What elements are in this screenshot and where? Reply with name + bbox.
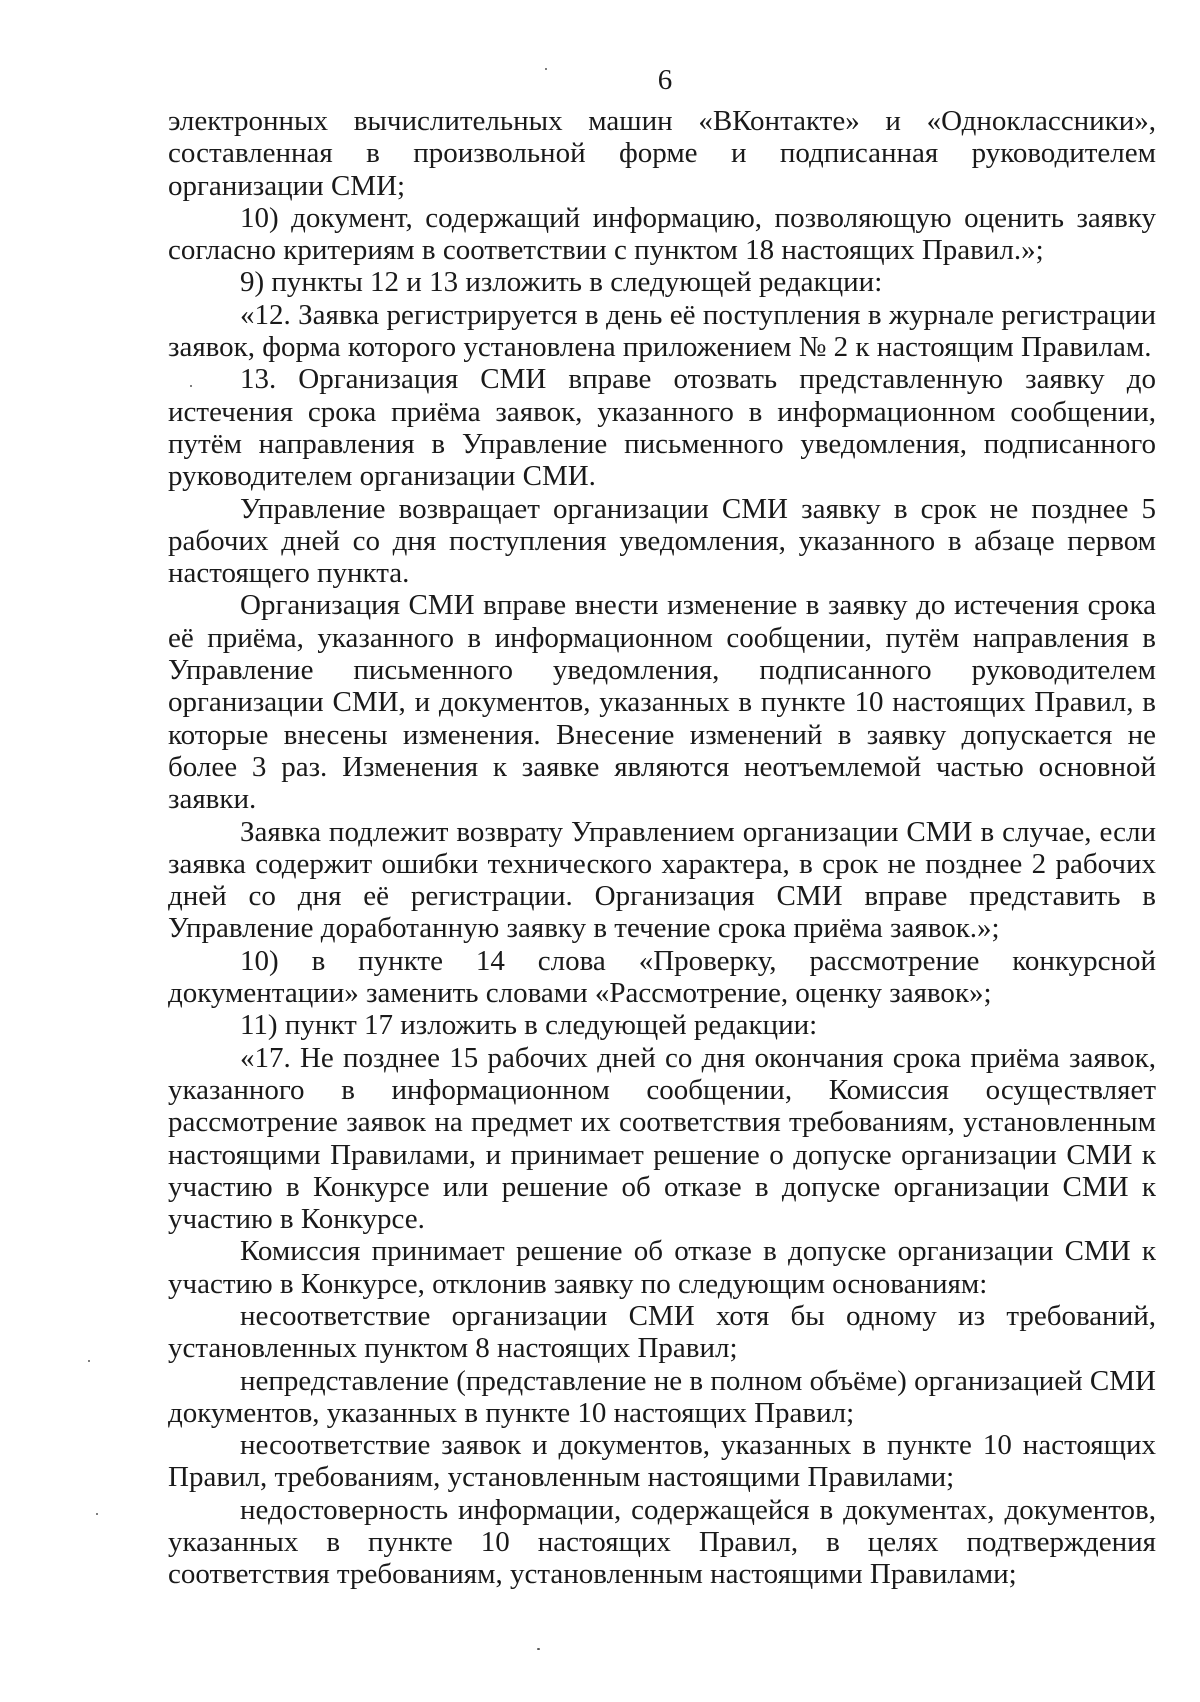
- paragraph: 11) пункт 17 изложить в следующей редакции:: [240, 1009, 818, 1042]
- scan-speck: [190, 385, 192, 387]
- paragraph: Управление возвращает организации СМИ заявку в срок не позднее 5 рабочих дней со дня поступления уведомления, указанного в абзаце первом настоящего пункта.: [168, 492, 1156, 590]
- scan-speck: [88, 1360, 90, 1362]
- paragraph: несоответствие заявок и документов, указанных в пункте 10 настоящих Правил, требованиям, установленным настоящими Правилами;: [168, 1429, 1156, 1494]
- scan-speck: [537, 1648, 540, 1650]
- paragraph: недостоверность информации, содержащейся в документах, документов, указанных в пункте 10 настоящих Правил, в целях подтверждения соответствия требованиям, установленным настоящими Правилами;: [168, 1493, 1156, 1591]
- paragraph: Заявка подлежит возврату Управлением организации СМИ в случае, если заявка содержит ошибки технического характера, в срок не позднее 2 рабочих дней со дня её регистрации. Организация СМИ вправе представить в Управление доработанную заявку в течение срока приёма заявок.»;: [168, 815, 1156, 945]
- paragraph: «12. Заявка регистрируется в день её поступления в журнале регистрации заявок, форма которого установлена приложением № 2 к настоящим Правилам.: [168, 298, 1156, 364]
- paragraph: электронных вычислительных машин «ВКонтакте» и «Одноклассники», составленная в произвольной форме и подписанная руководителем организации СМИ;: [168, 105, 1156, 202]
- paragraph: несоответствие организации СМИ хотя бы одному из требований, установленных пунктом 8 настоящих Правил;: [168, 1299, 1156, 1365]
- paragraph: 10) документ, содержащий информацию, позволяющую оценить заявку согласно критериям в соответствии с пунктом 18 настоящих Правил.»;: [168, 201, 1156, 267]
- scan-speck: [545, 68, 547, 70]
- paragraph: 9) пункты 12 и 13 изложить в следующей редакции:: [240, 266, 883, 299]
- scan-speck: [96, 1513, 98, 1515]
- document-body: [168, 105, 1156, 1591]
- paragraph: 10) в пункте 14 слова «Проверку, рассмотрение конкурсной документации» заменить словами «Рассмотрение, оценку заявок»;: [168, 944, 1156, 1010]
- page-number: 6: [657, 64, 673, 96]
- paragraph: Комиссия принимает решение об отказе в допуске организации СМИ к участию в Конкурсе, отклонив заявку по следующим основаниям:: [168, 1235, 1156, 1300]
- paragraph: 13. Организация СМИ вправе отозвать представленную заявку до истечения срока приёма заявок, указанного в информационном сообщении, путём направления в Управление письменного уведомления, подписанного руководителем организации СМИ.: [168, 363, 1156, 493]
- paragraph: непредставление (представление не в полном объёме) организацией СМИ документов, указанных в пункте 10 настоящих Правил;: [168, 1364, 1156, 1429]
- paragraph: Организация СМИ вправе внести изменение в заявку до истечения срока её приёма, указанного в информационном сообщении, путём направления в Управление письменного уведомления, подписанного руководителем организации СМИ, и документов, указанных в пункте 10 настоящих Правил, в которые внесены изменения. Внесение изменений в заявку допускается не более 3 раз. Изменения к заявке являются неотъемлемой частью основной заявки.: [168, 589, 1156, 816]
- paragraph: «17. Не позднее 15 рабочих дней со дня окончания срока приёма заявок, указанного в информационном сообщении, Комиссия осуществляет рассмотрение заявок на предмет их соответствия требованиям, установленным настоящими Правилами, и принимает решение о допуске организации СМИ к участию в Конкурсе или решение об отказе в допуске организации СМИ к участию в Конкурсе.: [168, 1041, 1156, 1236]
